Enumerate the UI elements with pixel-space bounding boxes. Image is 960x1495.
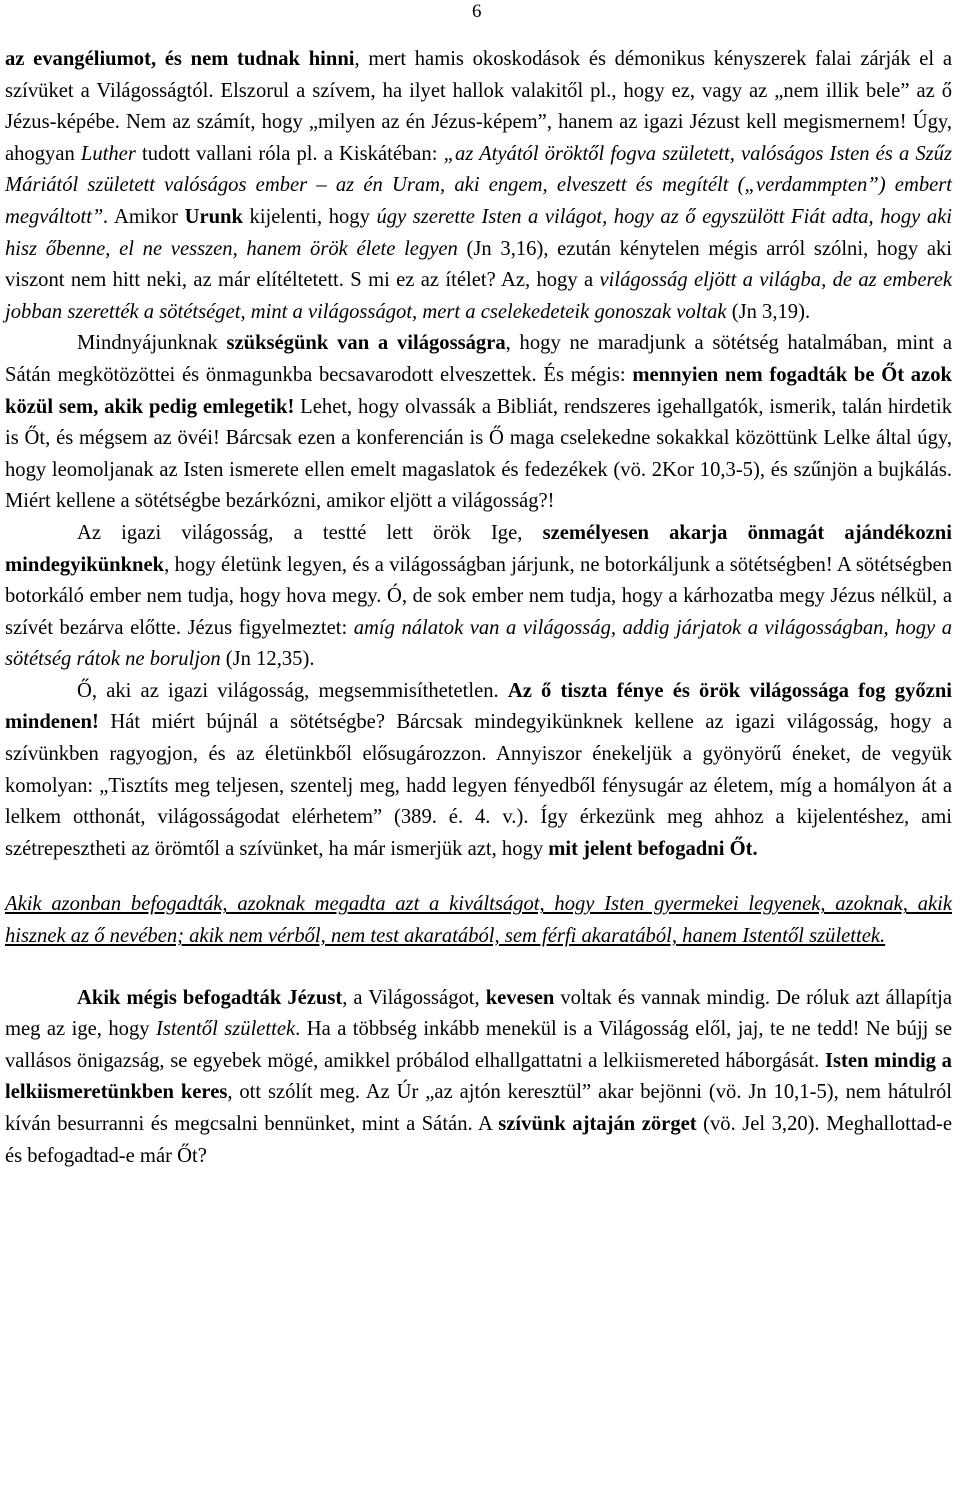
- scripture-quote: [5, 889, 952, 952]
- text-run: kijelenti, hogy: [242, 205, 377, 228]
- bold-run: szükségünk van a világosságra: [226, 332, 506, 355]
- italic-run: Istentől születtek: [156, 1018, 296, 1041]
- bold-run: mennyien nem fogadták be Őt azok közül sem, akik pedig emlegetik!: [5, 363, 952, 418]
- text-run: (vö. Jel 3,20). Meghallottad-e és befogadtad-e már Őt?: [5, 1113, 952, 1167]
- italic-run: világosság eljött a világba, de az emberek jobban szerették a sötétséget, mint a világosságot, mert a cselekedeteik gonoszak voltak: [5, 269, 953, 323]
- paragraph-4: [5, 676, 952, 866]
- paragraph-1: [5, 44, 952, 328]
- text-run: , a Világosságot,: [342, 986, 486, 1009]
- bold-run: Az ő tiszta fénye és örök világossága fog győzni mindenen!: [5, 679, 952, 734]
- text-run: Mindnyájunknak: [77, 332, 227, 355]
- text-run: , hogy ne maradjunk a sötétség hatalmában, mint a Sátán megkötözöttei és önmagunkba becsavarodott elveszettek. És mégis:: [5, 332, 952, 386]
- text-run: Az igazi világosság, a testté lett örök Ige,: [77, 521, 543, 544]
- paragraph-5: [5, 983, 952, 1173]
- paragraph-2: [5, 328, 952, 518]
- bold-run: Isten mindig a lelkiismeretünkben keres: [5, 1049, 952, 1104]
- bold-run: Akik mégis befogadták Jézust: [77, 986, 343, 1009]
- bold-run: szívünk ajtaján zörget: [498, 1113, 697, 1135]
- bold-run: mit jelent befogadni Őt.: [548, 837, 758, 860]
- text-run: Ő, aki az igazi világosság, megsemmisíthetetlen.: [77, 679, 508, 702]
- page-number: 6: [472, 1, 482, 22]
- text-run: . Ha a többség inkább menekül is a Világosság elől, jaj, te ne tedd! Ne bújj se vallásos önigazság, se egyebek mögé, amikkel próbálod elhallgattatni a lelkiismereted háborgását.: [5, 1018, 952, 1072]
- bold-run: Urunk: [184, 205, 243, 228]
- text-run: , hogy életünk legyen, és a világosságban járjunk, ne botorkáljunk a sötétségben! A sötétségben botorkáló ember nem tudja, hogy hova megy. Ó, de sok ember nem tudja, hogy a kárhozatba megy Jézus nélkül, a szívét bezárva előtte. Jézus figyelmeztet:: [5, 553, 952, 639]
- italic-run: „az Atyától öröktől fogva született, valóságos Isten és a Szűz Máriától született valóságos ember – az én Uram, aki engem, elveszett és megítélt („verdammpten”) embert megváltott”.: [5, 142, 952, 228]
- underlined-run: Akik azonban befogadták, azoknak megadta azt a kiváltságot, hogy Isten gyermekei legyenek, azoknak, akik hisznek az ő nevében; akik nem vérből, nem test akaratából, sem férfi akaratából, hanem Istentől születtek.: [5, 893, 952, 948]
- bold-run: személyesen akarja önmagát ajándékozni mindegyikünknek: [5, 521, 952, 576]
- text-run: tudott vallani róla pl. a Kiskátéban:: [135, 142, 444, 165]
- italic-run: amíg nálatok van a világosság, addig járjatok a világosságban, hogy a sötétség rátok ne boruljon: [5, 616, 952, 671]
- bold-run: az evangéliumot, és nem tudnak hinni: [5, 48, 355, 70]
- italic-run: Luther: [80, 142, 136, 165]
- bold-run: kevesen: [485, 986, 555, 1009]
- text-run: Lehet, hogy olvassák a Bibliát, rendszeres igehallgatók, ismerik, talán hirdetik is Őt, és mégsem az övéi! Bárcsak ezen a konferencián is Ő maga cselekedne sokakkal közöttünk Lelke által úgy, hogy leomoljanak az Isten ismerete ellen emelt magaslatok és fedezékek (vö. 2Kor 10,3-5), és szűnjön a bujkálás. Miért kellene a sötétségbe bezárkózni, amikor eljött a világosság?!: [5, 395, 953, 513]
- text-run: Amikor: [108, 205, 185, 228]
- text-run: , mert hamis okoskodások és démonikus kényszerek falai zárják el a szívüket a Világosságtól. Elszorul a szívem, ha ilyet hallok valakitől pl., hogy ez, vagy az „nem illik bele” az ő Jézus-képébe. Nem az számít, hogy „milyen az én Jézus-képem”, hanem az igazi Jézust kell megismernem! Úgy, ahogyan: [5, 48, 952, 165]
- text-run: , ott szólít meg. Az Úr „az ajtón keresztül” akar bejönni (vö. Jn 10,1-5), nem hátulról kíván besurranni és megcsalni bennünket, mint a Sátán. A: [5, 1081, 952, 1135]
- text-run: (Jn 3,16), ezután kénytelen mégis arról szólni, hogy aki viszont nem hitt neki, az már elítéltetett. S mi ez az ítélet? Az, hogy a: [5, 237, 952, 292]
- text-run: Hát miért bújnál a sötétségbe? Bárcsak mindegyikünknek kellene az igazi világosság, hogy a szívünkben ragyogjon, és az életünkből elősugározzon. Annyiszor énekeljük a gyönyörű éneket, de vegyük komolyan: „Tisztíts meg teljesen, szentelj meg, hadd legyen fényedből fénysugár az életem, míg a homályon át a lelkem otthonát, világosságodat elérhetem” (389. é. 4. v.). Így érkezünk meg ahhoz a kijelentéshez, ami szétrepesztheti az örömtől a szívünket, ha már ismerjük azt, hogy: [5, 711, 952, 860]
- italic-run: úgy szerette Isten a világot, hogy az ő egyszülött Fiát adta, hogy aki hisz őbenne, el ne vesszen, hanem örök élete legyen: [5, 205, 952, 260]
- paragraph-3: [5, 518, 952, 676]
- text-run: (Jn 12,35).: [220, 648, 315, 671]
- text-run: (Jn 3,19).: [726, 300, 811, 323]
- text-run: voltak és vannak mindig. De róluk azt állapítja meg az ige, hogy: [5, 986, 952, 1041]
